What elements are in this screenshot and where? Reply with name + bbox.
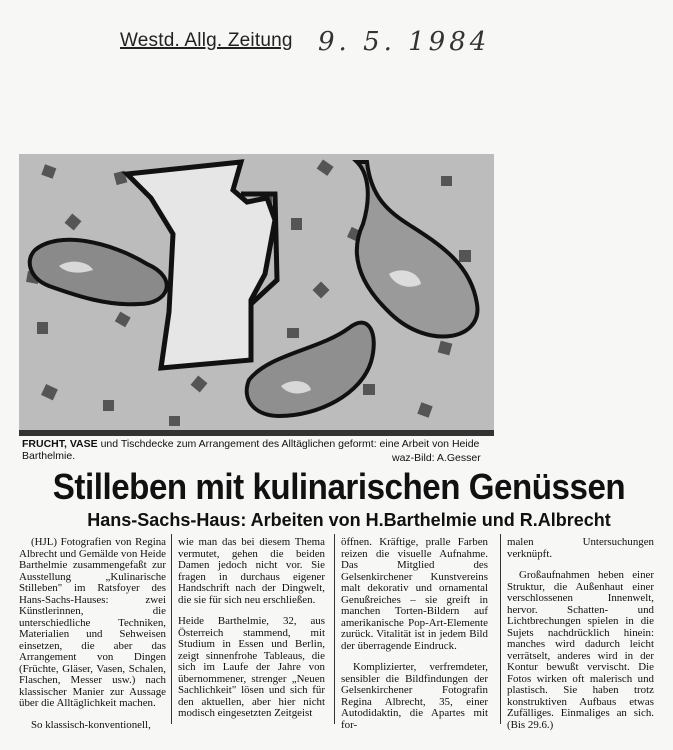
paragraph: öffnen. Kräftige, pralle Farben reizen die visuelle Aufnahme. Das Mitglied des Gelsenkirchener Kunstvereins malt dekorativ und ornamental Genußreiches – sie greift in manchen Torten-Bildern auf amerikanische Pop-Art-Elemente zurück. Vitalität ist in jedem Bild der überragende Eindruck. <box>341 536 488 652</box>
column-divider <box>171 534 172 724</box>
article-column-2 <box>178 537 325 720</box>
paragraph: malen Untersuchungen verknüpft. <box>507 536 654 560</box>
photo-credit: waz-Bild: A.Gesser <box>392 452 481 464</box>
newspaper-name: Westd. Allg. Zeitung <box>120 30 293 51</box>
handwritten-date: 9. 5. 1984 <box>318 27 491 57</box>
still-life-photo <box>19 154 494 436</box>
column-divider <box>500 534 501 724</box>
caption-lead: FRUCHT, VASE <box>22 438 98 450</box>
article-column-4 <box>507 537 654 731</box>
still-life-painting <box>19 154 494 436</box>
paragraph: (HJL) Fotografien von Regina Albrecht und Gemälde von Heide Barthelmie zusammengefaßt zur Ausstellung „Kulinarische Stilleben" im Ratsfoyer des Hans-Sachs-Hauses: zwei Künstlerinnen, die unterschiedliche Techniken, Materialien und Sehweisen einsetzen, die aber das Arrangement von Dingen (Früchte, Gläser, Vasen, Schalen, Flaschen, Messer usw.) nach klassischer Manier zur Aussage über die Alltäglichkeit machen. <box>19 536 166 709</box>
article-subheadline: Hans-Sachs-Haus: Arbeiten von H.Barthelmie und R.Albrecht <box>87 510 611 530</box>
article-column-1 <box>19 537 166 731</box>
paragraph: Großaufnahmen heben einer Struktur, die Außenhaut einer verschlossenen Innenwelt, hervor. Schatten- und Lichtbrechungen spielen in die Sujets nachdrücklich hinein: manches wird dadurch leicht verrätselt, anderes wird in der Kontur bewußt vervischt. Die Fotos wirken oft malerisch und plastisch. Sie haben trotz konstruktiven Aufbaus etwas Zufälliges. Einmaliges an sich. (Bis 29.6.) <box>507 569 654 731</box>
paragraph: So klassisch-konventionell, <box>31 718 151 731</box>
column-divider <box>334 534 335 724</box>
caption-text: und Tischdecke zum Arrangement des Alltäglichen geformt: eine Arbeit von Heide Barthelmie. <box>22 438 480 462</box>
paragraph: wie man das bei diesem Thema vermutet, gehen die beiden Damen jedoch nicht vor. Sie fragen in durchaus eigener Handschrift nach der Dingwelt, die sie für sich neu erschließen. <box>178 536 325 606</box>
paragraph: Komplizierter, verfremdeter, sensibler die Bildfindungen der Gelsenkirchener Fotografin Regina Albrecht, 35, einer Autodidaktin, die Apartes mit for- <box>341 661 488 731</box>
source-newspaper-stamp <box>120 30 293 52</box>
article-column-3 <box>341 537 488 731</box>
article-headline: Stilleben mit kulinarischen Genüssen <box>52 466 626 507</box>
paragraph: Heide Barthelmie, 32, aus Österreich stammend, mit Studium in Essen und Berlin, zeigt sinnenfrohe Tableaus, die sich im Laufe der Jahre von übernommener, strenger „Neuen Sachlichkeit" lösen und sich für den aktuellen, aber hier nicht modisch eingesetzten Zeitgeist <box>178 615 325 719</box>
